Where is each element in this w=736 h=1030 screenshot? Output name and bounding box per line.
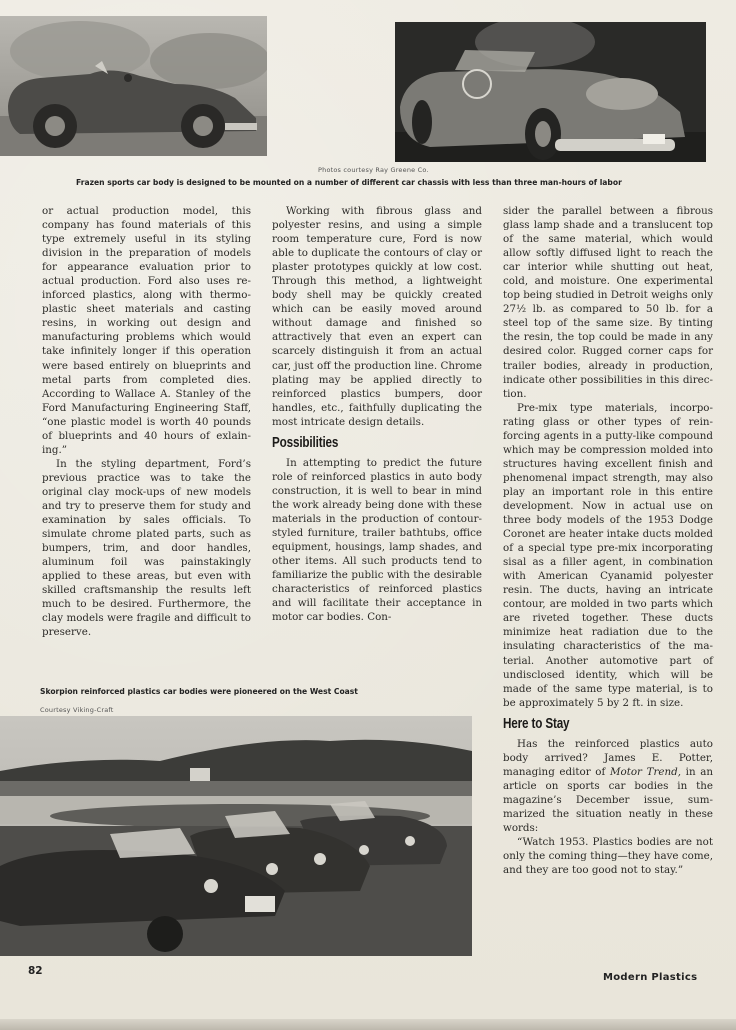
section-heading-here-to-stay: Here to Stay — [503, 714, 570, 732]
section-heading-possibilities: Possibilities — [272, 433, 339, 451]
skorpion-cars-photo — [0, 716, 472, 956]
paragraph: In attempting to predict the future role of reinforced plastics in auto body construction, it is well to bear in mind the work already being done with these materials in the production of contour-styled furniture, trailer bathtubs, office equipment, housings, lamp shades, and other items. All such products tend to familiarize the public with the desirable characteristics of reinforced plastics and will facilitate their acceptance in motor car bodies. Con- — [272, 456, 482, 624]
figure-caption-bottom: Skorpion reinforced plastics car bodies were pioneered on the West Coast — [40, 687, 358, 696]
article-column-3 — [503, 204, 713, 877]
paragraph: In the styling department, Ford’s previous practice was to take the original clay mock-ups of new models and try to preserve them for study and examination by sales officials. To simulate chrome plated parts, such as bumpers, trim, and door handles, aluminum foil was painstakingly applied to these areas, but even with skilled craftsmanship the results left much to be desired. Furthermore, the clay models were fragile and difficult to preserve. — [42, 457, 251, 639]
page-edge — [0, 1019, 736, 1030]
paragraph: sider the parallel between a fibrous glass lamp shade and a translucent top of the same material, which would allow softly diffused light to reach the car interior while shutting out heat, cold, and moisture. One experimental top being studied in Detroit weighs only 27½ lb. as compared to 50 lb. for a steel top of the same size. By tinting the resin, the top could be made in any desired color. Rugged corner caps for trailer bodies, already in production, indicate other possibilities in this direction. — [503, 205, 714, 400]
sports-car-rear-photo — [395, 22, 706, 162]
page-number: 82 — [28, 965, 43, 977]
photo-credit: Courtesy Viking-Craft — [40, 706, 114, 714]
paragraph-text: in an article on sports car bodies in the magazine’s December issue, summarized the situation neatly in these words: — [503, 765, 713, 834]
publication-name: Motor Trend, — [609, 765, 681, 778]
photo-credit: Photos courtesy Ray Greene Co. — [318, 166, 429, 174]
paragraph: or actual production model, this company has found materials of this type extremely useful in its styling division in the preparation of models for appearance evaluation prior to actual production. Ford also uses reinforced plastics, along with thermoplastic sheet materials and casting resins, in working out design and manufacturing problems which would take infinitely longer if this operation were based entirely on blueprints and metal parts from completed dies. According to Wallace A. Stanley of the Ford Manufacturing Engineering Staff, “one plastic model is worth 40 pounds of blueprints and 40 hours of exlaining.” — [42, 205, 251, 456]
paragraph — [503, 737, 713, 835]
article-column-2 — [272, 204, 482, 624]
paragraph: Pre-mix type materials, incorporating glass or other types of reinforcing agents in a putty-like compound which may be compression molded into structures having excellent finish and phenomenal impact strength, may also play an important role in this entire development. Now in actual use on three body models of the 1953 Dodge Coronet are heater intake ducts molded of a special type pre-mix incorporating sisal as a filler agent, in combination with American Cyanamid polyester resin. The ducts, having an intricate contour, are molded in two parts which are riveted together. These ducts minimize heat radiation due to the insulating characteristics of the material. Another automotive part of undisclosed identity, which will be made of the same type material, is to be approximately 5 by 2 ft. in size. — [503, 401, 713, 709]
paragraph-text: Has the reinforced plastics auto body arrived? James E. Potter, managing editor of — [503, 737, 713, 778]
quote-paragraph: “Watch 1953. Plastics bodies are not only the coming thing—they have come, and they are too good not to stay.” — [503, 836, 713, 877]
figure-caption-top: Frazen sports car body is designed to be mounted on a number of different car chassis with less than three man-hours of labor — [76, 178, 622, 187]
sports-car-side-photo — [0, 16, 267, 156]
paragraph: Working with fibrous glass and polyester resins, and using a simple room temperature cure, Ford is now able to duplicate the contours of clay or plaster prototypes quickly at low cost. Through this method, a lightweight body shell may be quickly created which can be easily moved around without damage and finished so attractively that even an expert can scarcely distinguish it from an actual car, just off the production line. Chrome plating may be applied directly to reinforced plastics bumpers, door handles, etc., faithfully duplicating the most intricate design details. — [272, 205, 482, 428]
article-column-1 — [42, 204, 251, 639]
publication-footer: Modern Plastics — [603, 972, 698, 983]
